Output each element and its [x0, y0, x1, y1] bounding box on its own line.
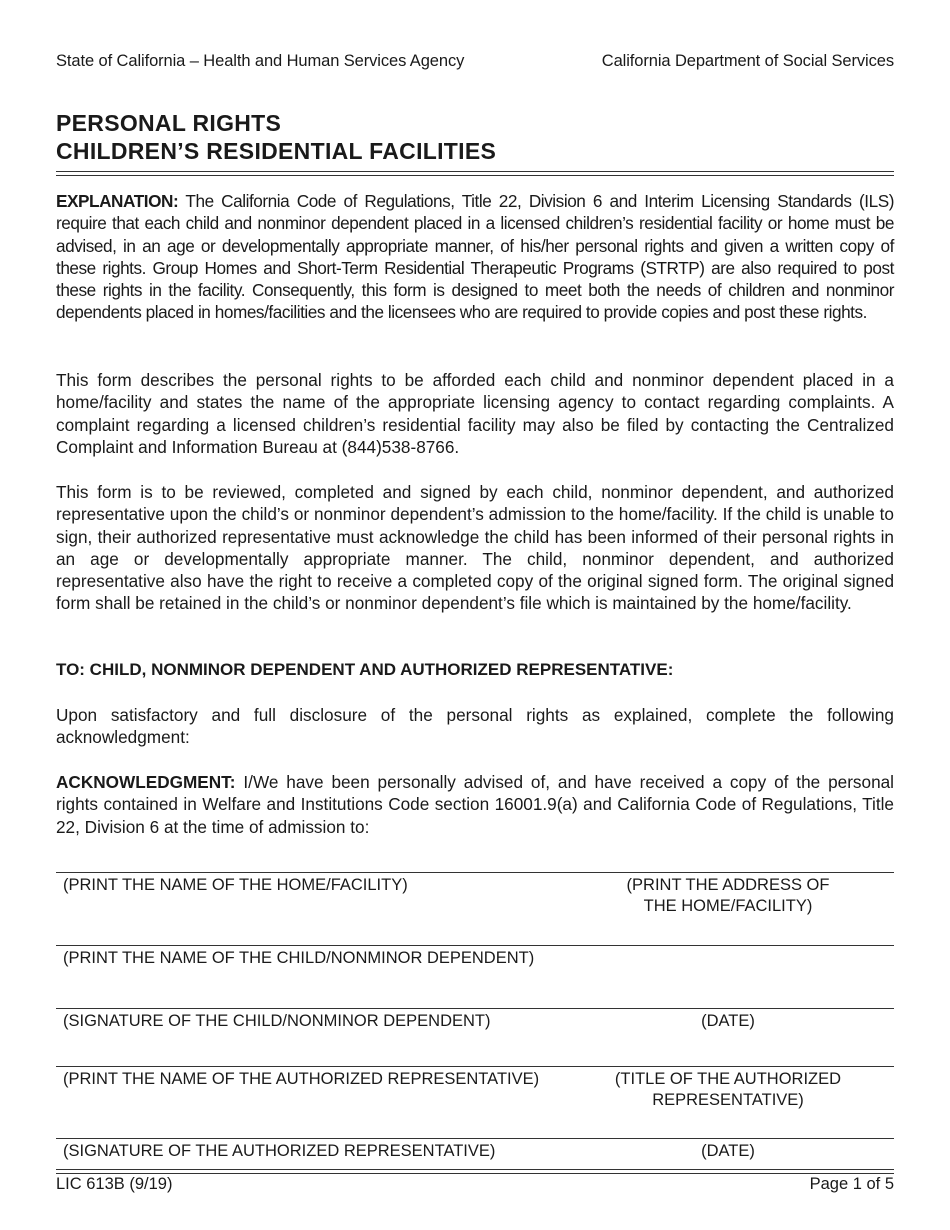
child-name-label: (PRINT THE NAME OF THE CHILD/NONMINOR DEPENDENT) [63, 949, 535, 967]
page-title [56, 109, 496, 165]
child-signature-line[interactable] [56, 1008, 894, 1009]
complaints-paragraph: This form describes the personal rights to be afforded each child and nonminor dependent placed in a home/facility and states the name of the appropriate licensing agency to contact regarding complaints. A complaint regarding a licensed children’s residential facility may also be filed by contacting the Centralized Complaint and Information Bureau at (844)538-8766. [56, 370, 894, 457]
department-name: California Department of Social Services [601, 52, 894, 70]
rep-name-line[interactable] [56, 1066, 894, 1067]
footer-divider [56, 1169, 894, 1174]
facility-name-label: (PRINT THE NAME OF THE HOME/FACILITY) [63, 876, 408, 894]
document-page [56, 0, 894, 1230]
child-date-label: (DATE) [701, 1012, 755, 1030]
form-id: LIC 613B (9/19) [56, 1175, 173, 1193]
rep-name-label: (PRINT THE NAME OF THE AUTHORIZED REPRESENTATIVE) [63, 1070, 540, 1088]
title-line-1: PERSONAL RIGHTS [56, 110, 282, 136]
explanation-label: EXPLANATION: [56, 191, 179, 211]
acknowledgment-text: I/We have been personally advised of, and have received a copy of the personal rights contained in Welfare and Institutions Code section 16001.9(a) and California Code of Regulations, Title 22, Division 6 at the time of admission to: [56, 772, 895, 837]
facility-address-label: (PRINT THE ADDRESS OF THE HOME/FACILITY) [626, 876, 830, 915]
child-name-line[interactable] [56, 945, 894, 946]
upon-paragraph: Upon satisfactory and full disclosure of the personal rights as explained, complete the following acknowledgment: [56, 705, 894, 748]
explanation-text: The California Code of Regulations, Title 22, Division 6 and Interim Licensing Standards (ILS) require that each child and nonminor dependent placed in a licensed children’s residential facility or home must be advised, in an age or developmentally appropriate manner, of his/her personal rights and given a written copy of these rights. Group Homes and Short-Term Residential Therapeutic Programs (STRTP) are also required to post these rights in the facility. Consequently, this form is designed to meet both the needs of children and nonminor dependents placed in homes/facilities and the licensees who are required to provide copies and post these rights. [56, 191, 894, 323]
rep-signature-line[interactable] [56, 1138, 894, 1139]
agency-name: State of California – Health and Human Services Agency [56, 52, 465, 70]
page-header [56, 52, 894, 71]
to-heading: TO: CHILD, NONMINOR DEPENDENT AND AUTHORIZED REPRESENTATIVE: [56, 660, 674, 679]
acknowledgment-label: ACKNOWLEDGMENT: [56, 772, 236, 792]
child-signature-label: (SIGNATURE OF THE CHILD/NONMINOR DEPENDENT) [63, 1012, 491, 1030]
review-paragraph: This form is to be reviewed, completed and signed by each child, nonminor dependent, and authorized representative upon the child’s or nonminor dependent’s admission to the home/facility. If the child is unable to sign, their authorized representative must acknowledge the child has been informed of their personal rights in an age or developmentally appropriate manner. The child, nonminor dependent, and authorized representative also have the right to receive a completed copy of the original signed form. The original signed form shall be retained in the child’s or nonminor dependent’s file which is maintained by the home/facility. [56, 482, 894, 614]
title-divider [56, 171, 894, 176]
facility-line[interactable] [56, 872, 894, 873]
title-line-2: CHILDREN’S RESIDENTIAL FACILITIES [56, 138, 497, 164]
acknowledgment-paragraph [56, 771, 894, 838]
rep-title-label: (TITLE OF THE AUTHORIZED REPRESENTATIVE) [614, 1070, 842, 1109]
rep-date-label: (DATE) [701, 1142, 755, 1160]
explanation-paragraph [56, 190, 894, 324]
rep-signature-label: (SIGNATURE OF THE AUTHORIZED REPRESENTATIVE) [63, 1142, 496, 1160]
page-number: Page 1 of 5 [809, 1175, 894, 1193]
page-footer [56, 1175, 894, 1194]
